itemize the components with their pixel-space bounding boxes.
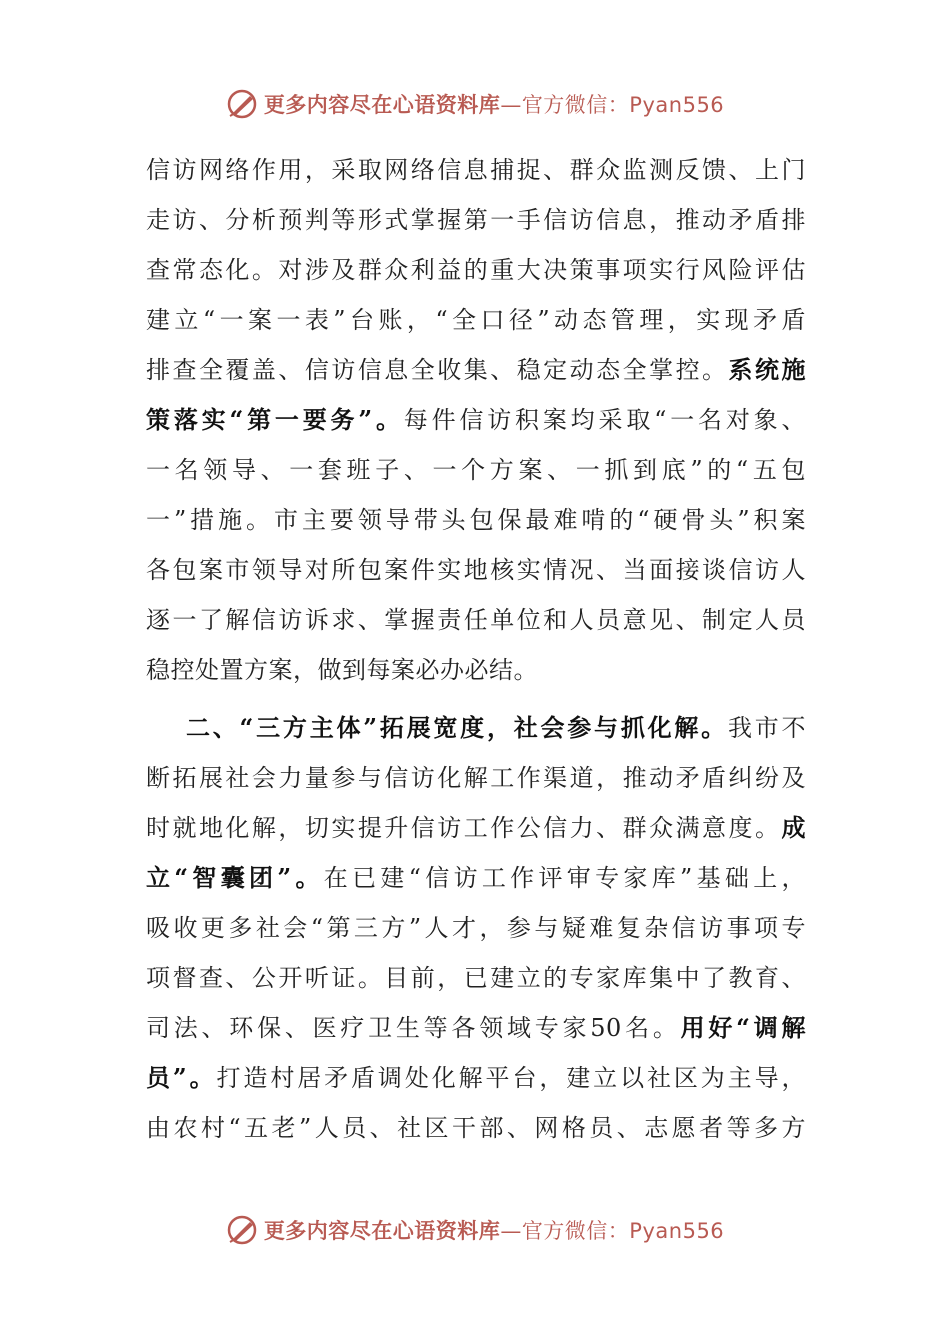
header-watermark: [0, 84, 950, 124]
watermark-brand: 更多内容尽在心语资料库: [263, 92, 501, 117]
watermark-wechat: 官方微信：Pyan556: [521, 1219, 725, 1243]
text-line: 立“智囊团”。在已建“信访工作评审专家库”基础上，: [146, 863, 807, 892]
text-line: 断拓展社会力量参与信访化解工作渠道，推动矛盾纠纷及: [146, 764, 806, 792]
text-line: 稳控处置方案，做到每案必办必结。: [146, 656, 538, 684]
text-line: 由农村“五老”人员、社区干部、网格员、志愿者等多方: [146, 1114, 806, 1142]
document-body: [146, 145, 806, 1153]
text-line: 一名领导、一套班子、一个方案、一抓到底”的“五包: [146, 456, 806, 484]
text-line: 司法、环保、医疗卫生等各领域专家50名。用好“调解: [146, 1013, 806, 1042]
quill-logo-icon: [226, 1214, 258, 1246]
text-line: 策落实“第一要务”。每件信访积案均采取“一名对象、: [146, 405, 806, 434]
bold-heading: 策落实“第一要务”。: [146, 405, 404, 434]
bold-heading: 系统施: [728, 355, 807, 384]
text-line: 二、“三方主体”拓展宽度，社会参与抓化解。我市不: [186, 713, 807, 742]
text-line: 走访、分析预判等形式掌握第一手信访信息，推动矛盾排: [146, 206, 806, 234]
text-line: 项督查、公开听证。目前，已建立的专家库集中了教育、: [146, 964, 806, 992]
watermark-text: [264, 1215, 724, 1245]
section-heading: 二、“三方主体”拓展宽度，社会参与抓化解。: [186, 713, 728, 742]
watermark-separator: —: [500, 93, 522, 117]
text-line: 建立“一案一表”台账，“全口径”动态管理，实现矛盾: [146, 306, 806, 334]
bold-heading: 成: [781, 813, 806, 842]
text-line: 各包案市领导对所包案件实地核实情况、当面接谈信访人: [146, 556, 806, 584]
bold-heading: 立“智囊团”。: [146, 863, 324, 892]
footer-watermark: [0, 1210, 950, 1250]
bold-heading: 员”。: [146, 1063, 217, 1092]
watermark-brand: 更多内容尽在心语资料库: [263, 1218, 501, 1243]
text-line: 信访网络作用，采取网络信息捕捉、群众监测反馈、上门: [146, 156, 806, 184]
text-line: 员”。打造村居矛盾调处化解平台，建立以社区为主导，: [146, 1063, 806, 1092]
text-line: 一”措施。市主要领导带头包保最难啃的“硬骨头”积案: [146, 506, 806, 534]
text-line: 时就地化解，切实提升信访工作公信力、群众满意度。成: [146, 813, 806, 842]
paragraph-2: [146, 703, 806, 1153]
watermark-separator: —: [500, 1219, 522, 1243]
text-line: 查常态化。对涉及群众利益的重大决策事项实行风险评估: [146, 256, 806, 284]
quill-logo-icon: [226, 88, 258, 120]
text-line: 排查全覆盖、信访信息全收集、稳定动态全掌控。系统施: [146, 355, 807, 384]
watermark-wechat: 官方微信：Pyan556: [521, 93, 725, 117]
text-line: 逐一了解信访诉求、掌握责任单位和人员意见、制定人员: [146, 606, 806, 634]
paragraph-1: [146, 145, 806, 695]
watermark-text: [264, 89, 724, 119]
text-line: 吸收更多社会“第三方”人才，参与疑难复杂信访事项专: [146, 914, 806, 942]
bold-heading: 用好“调解: [680, 1013, 806, 1042]
